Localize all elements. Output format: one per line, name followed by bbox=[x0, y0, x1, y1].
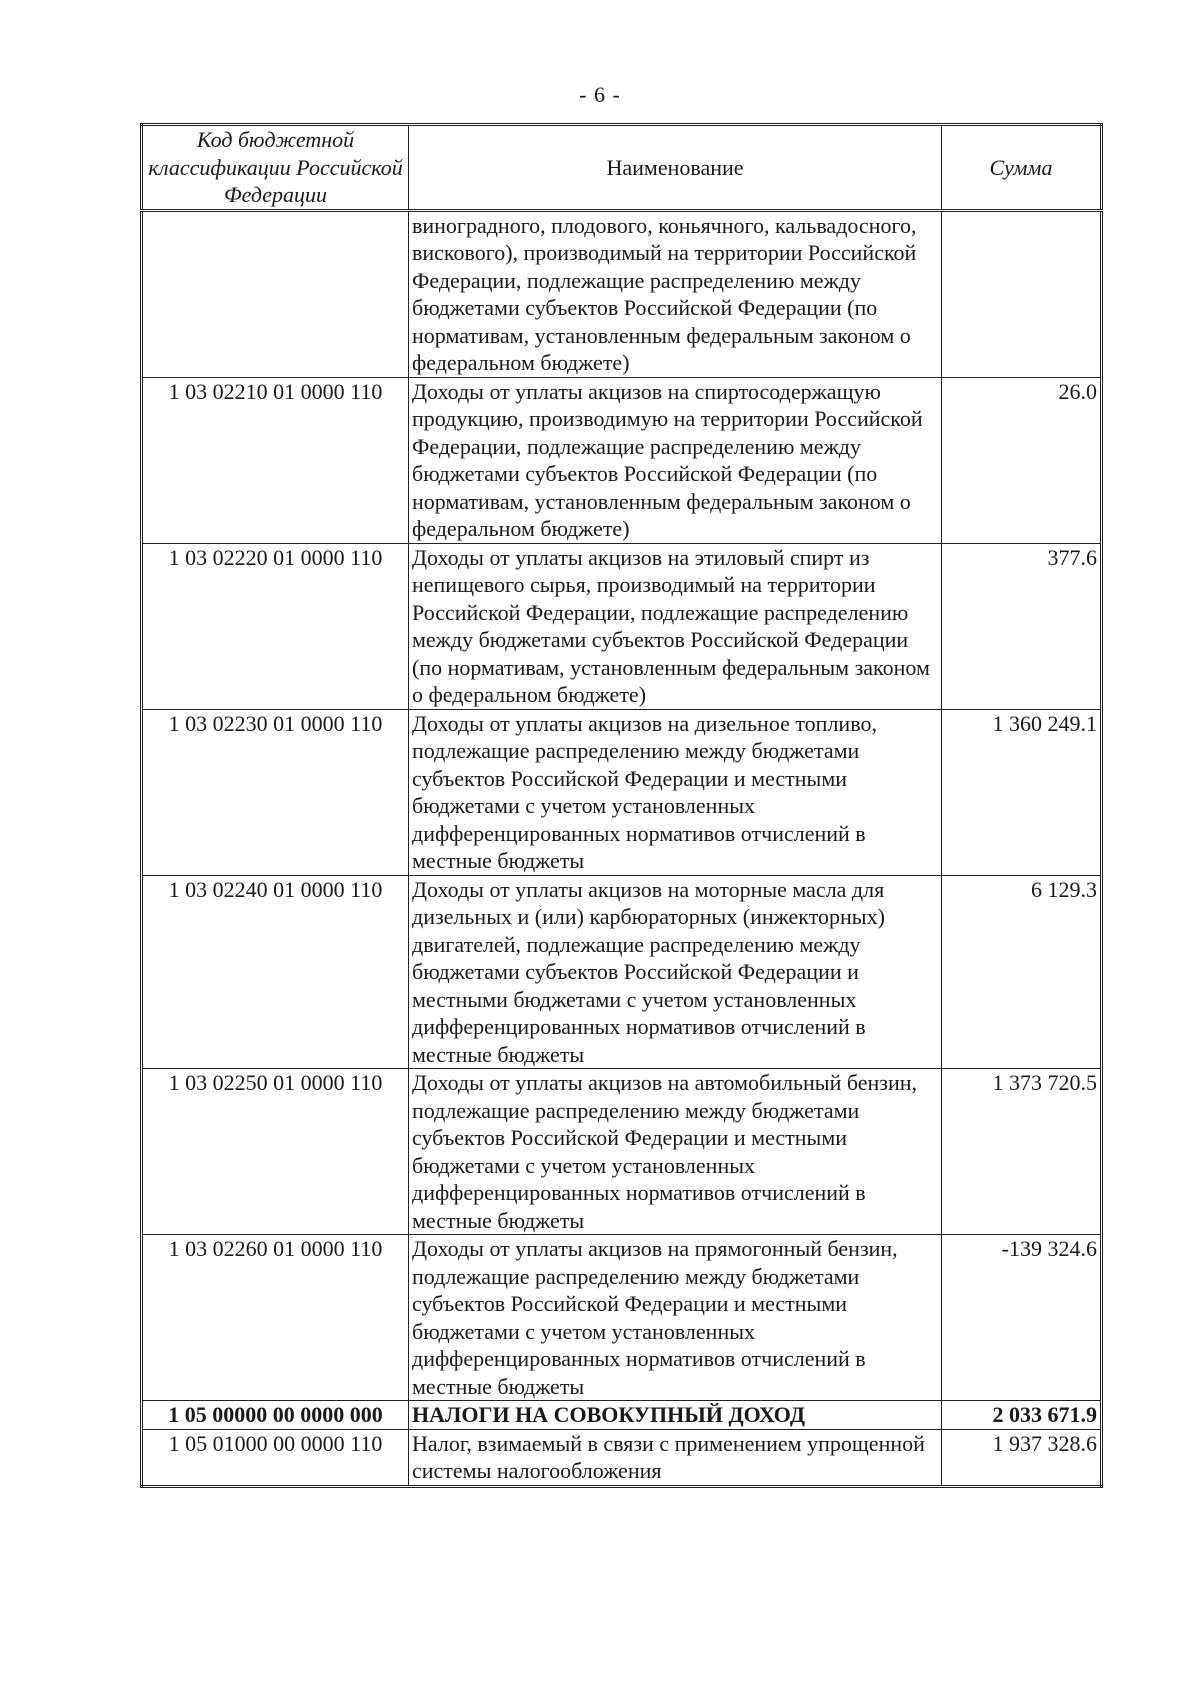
table-row bbox=[142, 377, 1102, 543]
table-row bbox=[142, 1069, 1102, 1235]
row-sum bbox=[942, 210, 1102, 377]
row-name: Доходы от уплаты акцизов на дизельное топливо, подлежащие распределению между бюджетами субъектов Российской Федерации и местными бюджетами с учетом установленных дифференцированных нормативов отчислений в местные бюджеты bbox=[409, 709, 942, 875]
row-code: 1 05 00000 00 0000 000 bbox=[142, 1401, 409, 1430]
row-code bbox=[142, 210, 409, 377]
row-sum: 1 937 328.6 bbox=[942, 1429, 1102, 1486]
table-row bbox=[142, 1429, 1102, 1486]
row-code: 1 03 02260 01 0000 110 bbox=[142, 1235, 409, 1401]
table-row-total bbox=[142, 1401, 1102, 1430]
row-sum: 6 129.3 bbox=[942, 875, 1102, 1069]
table-row bbox=[142, 543, 1102, 709]
row-name: Доходы от уплаты акцизов на спиртосодержащую продукцию, производимую на территории Российской Федерации, подлежащие распределению между бюджетами субъектов Российской Федерации (по нормативам, установленным федеральным законом о федеральном бюджете) bbox=[409, 377, 942, 543]
table-row bbox=[142, 210, 1102, 377]
row-sum: 1 373 720.5 bbox=[942, 1069, 1102, 1235]
table-row bbox=[142, 875, 1102, 1069]
budget-revenue-table bbox=[140, 123, 1103, 1488]
row-code: 1 03 02250 01 0000 110 bbox=[142, 1069, 409, 1235]
header-name: Наименование bbox=[409, 125, 942, 211]
row-name: Доходы от уплаты акцизов на моторные масла для дизельных и (или) карбюраторных (инжекторных) двигателей, подлежащие распределению между бюджетами субъектов Российской Федерации и местными бюджетами с учетом установленных дифференцированных нормативов отчислений в местные бюджеты bbox=[409, 875, 942, 1069]
row-code: 1 03 02240 01 0000 110 bbox=[142, 875, 409, 1069]
row-name: виноградного, плодового, коньячного, кальвадосного, вискового), производимый на территории Российской Федерации, подлежащие распределению между бюджетами субъектов Российской Федерации (по нормативам, установленным федеральным законом о федеральном бюджете) bbox=[409, 210, 942, 377]
table-row bbox=[142, 1235, 1102, 1401]
row-sum: -139 324.6 bbox=[942, 1235, 1102, 1401]
row-name: Доходы от уплаты акцизов на прямогонный бензин, подлежащие распределению между бюджетами субъектов Российской Федерации и местными бюджетами с учетом установленных дифференцированных нормативов отчислений в местные бюджеты bbox=[409, 1235, 942, 1401]
header-code: Код бюджетной классификации Российской Федерации bbox=[142, 125, 409, 211]
header-sum: Сумма bbox=[942, 125, 1102, 211]
table-header-row bbox=[142, 125, 1102, 211]
row-name: Доходы от уплаты акцизов на автомобильный бензин, подлежащие распределению между бюджетами субъектов Российской Федерации и местными бюджетами с учетом установленных дифференцированных нормативов отчислений в местные бюджеты bbox=[409, 1069, 942, 1235]
page-number: - 6 - bbox=[579, 82, 621, 107]
row-sum: 1 360 249.1 bbox=[942, 709, 1102, 875]
row-code: 1 05 01000 00 0000 110 bbox=[142, 1429, 409, 1486]
row-sum: 2 033 671.9 bbox=[942, 1401, 1102, 1430]
table-row bbox=[142, 709, 1102, 875]
row-name: Налог, взимаемый в связи с применением упрощенной системы налогообложения bbox=[409, 1429, 942, 1486]
row-sum: 377.6 bbox=[942, 543, 1102, 709]
row-name: Доходы от уплаты акцизов на этиловый спирт из непищевого сырья, производимый на территории Российской Федерации, подлежащие распределению между бюджетами субъектов Российской Федерации (по нормативам, установленным федеральным законом о федеральном бюджете) bbox=[409, 543, 942, 709]
row-code: 1 03 02230 01 0000 110 bbox=[142, 709, 409, 875]
row-code: 1 03 02220 01 0000 110 bbox=[142, 543, 409, 709]
row-sum: 26.0 bbox=[942, 377, 1102, 543]
row-code: 1 03 02210 01 0000 110 bbox=[142, 377, 409, 543]
row-name: НАЛОГИ НА СОВОКУПНЫЙ ДОХОД bbox=[409, 1401, 942, 1430]
